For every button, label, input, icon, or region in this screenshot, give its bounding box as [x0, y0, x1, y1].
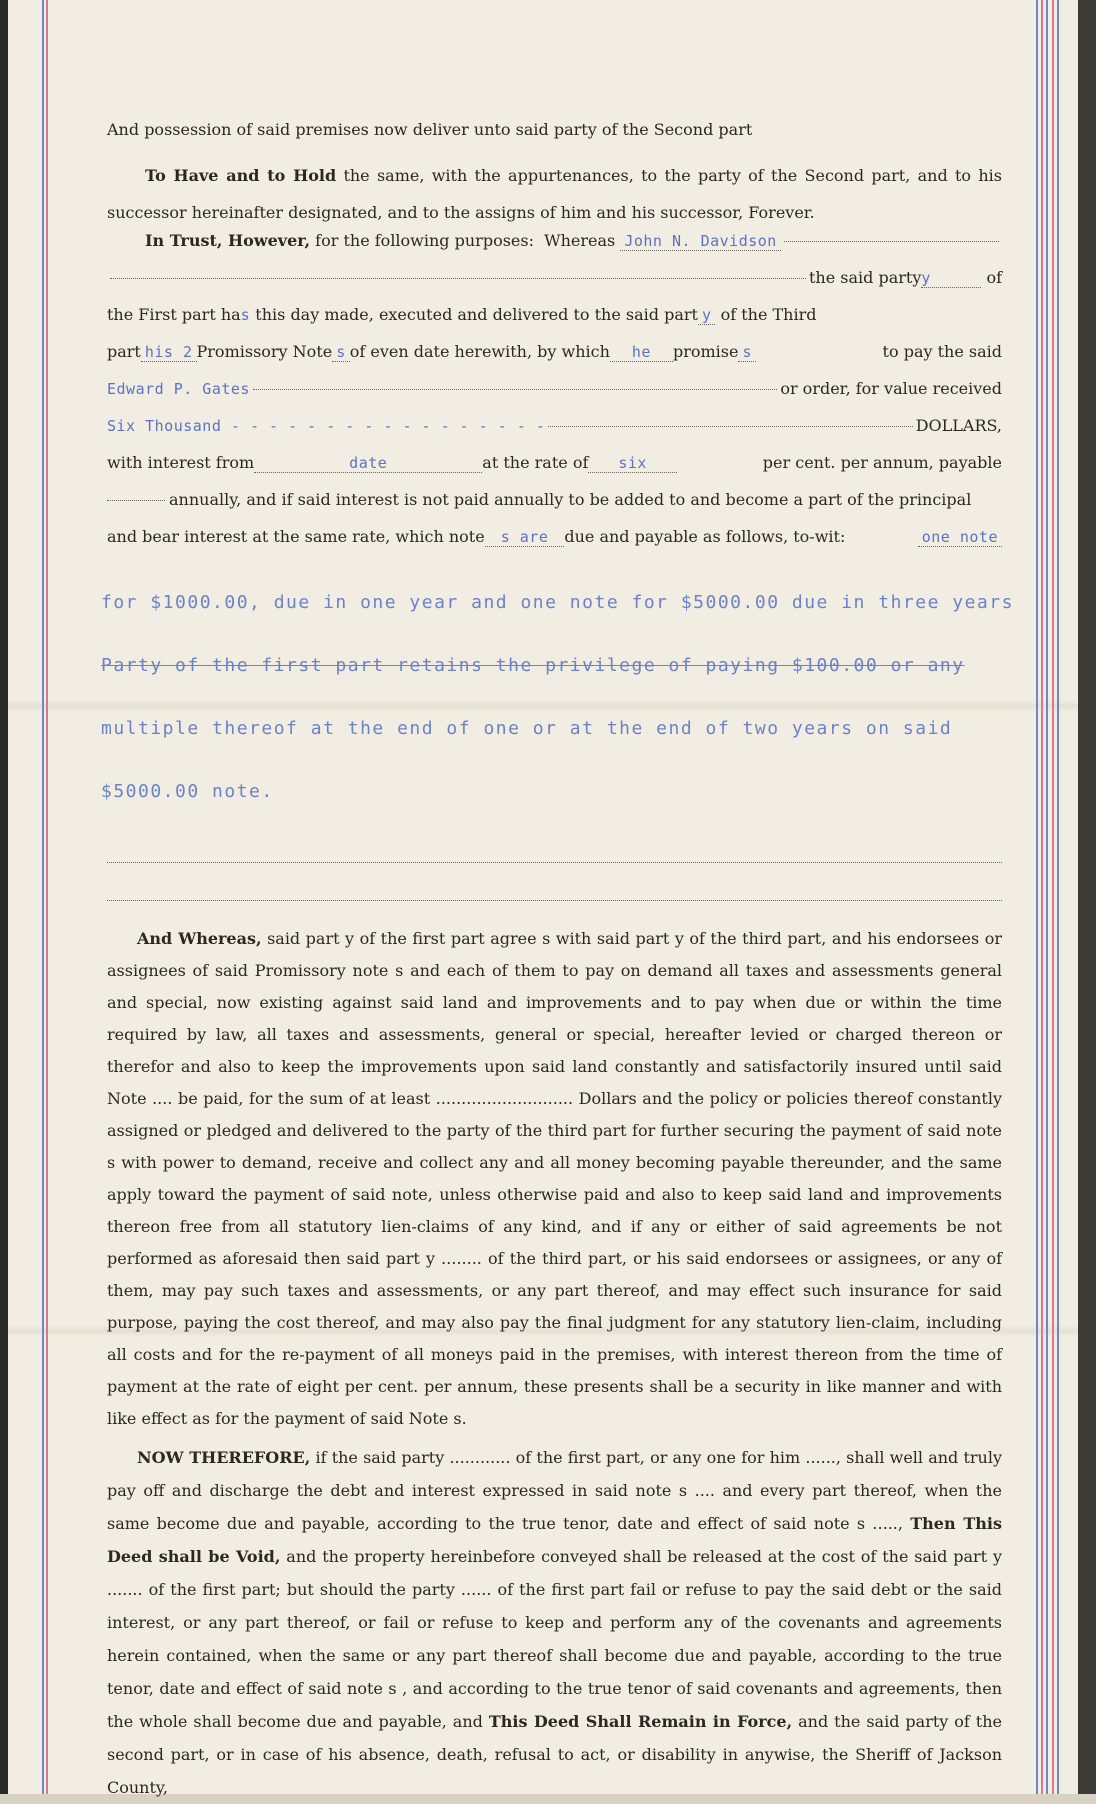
annually-text: annually, and if said interest is not paid annually to be added to and become a part of the principal: [169, 490, 972, 509]
pronoun-field: he: [610, 343, 673, 362]
blank-line: [107, 863, 1002, 901]
margin-rule: [1046, 0, 1048, 1794]
deed-void-clause: Then This Deed shall be Void,: [107, 1514, 1003, 1566]
or-order-text: or order, for value received: [780, 379, 1002, 398]
whereas-paragraph: [107, 923, 1002, 1435]
payee-name-field: Edward P. Gates: [107, 380, 250, 398]
interest-rate-field: six: [588, 454, 677, 473]
scan-edge-left: [0, 0, 8, 1794]
line-first-part: [107, 305, 1002, 342]
margin-rule: [1041, 0, 1043, 1794]
of-text: of: [981, 268, 1002, 287]
promise-text: promise: [672, 342, 739, 361]
line-possession: [107, 120, 1002, 157]
plural-mark: s: [240, 306, 251, 324]
whereas-heading: And Whereas,: [137, 929, 262, 948]
line-in-trust: [107, 231, 1002, 268]
even-date-text: of even date herewith, by which: [349, 342, 610, 361]
in-trust-heading: In Trust, However,: [145, 231, 311, 250]
scan-edge-right: [1078, 0, 1096, 1794]
part-text: part: [107, 342, 141, 361]
payment-terms-typed: [101, 550, 1014, 844]
promissory-text: Promissory Note: [196, 342, 333, 361]
now-therefore-text-final: and the said party of the second part, or in case of his absence, death, refusal to act, or disability in anywise, the Sheriff of Jackson County,: [107, 1712, 1003, 1797]
plural-field: s: [332, 343, 350, 362]
blank-line: [253, 389, 777, 390]
margin-rule: [42, 0, 44, 1794]
line-payee: [107, 379, 1002, 416]
line-annually: [107, 490, 1002, 527]
deed-of-trust-text: [101, 120, 1014, 1804]
executed-text: this day made, executed and delivered to the said part: [250, 305, 698, 324]
amount-field: Six Thousand - - - - - - - - - - - - - - - - -: [107, 417, 546, 435]
plural-field: s: [738, 343, 756, 362]
interest-date-field: date: [254, 454, 482, 473]
whereas-text: said part y of the first part agree s with said part y of the third part, and his endorsees or assignees of said Promissory note s and each of them to pay on demand all taxes and assessments general and special, now existing against said land and improvements and to pay when due or within the time required by law, all taxes and assessments, general or special, hereafter levied or charged thereon or therefor and also to keep the improvements upon said land constantly and satisfactorily insured until said Note .... be paid, for the sum of at least ........................... Dollars and the policy or policies thereof constantly assigned or pledged and delivered to the party of the third part for further securing the payment of said note s with power to demand, receive and collect any and all money becoming payable thereunder, and the same apply toward the payment of said note, unless otherwise paid and also to keep said land and improvements thereon free from all statutory lien-claims of any kind, and if any or either of said agreements be not performed as aforesaid then said part y ........ of the third part, or his said endorsees or assignees, or any of them, may pay such taxes and assessments, or any part thereof, and may effect such insurance for said purpose, paying the cost thereof, and may also pay the final judgment for any statutory lien-claim, including all costs and for the re-payment of all moneys paid in the premises, with interest thereon from the time of payment at the rate of eight per cent. per annum, these presents shall be a security in like manner and with like effect as for the payment of said Note s.: [107, 929, 1003, 1428]
interest-from-text: with interest from: [107, 453, 255, 472]
per-cent-text: per cent. per annum, payable: [762, 453, 1002, 472]
blank-line: [548, 426, 912, 427]
blank-line: [784, 241, 999, 242]
rate-of-text: at the rate of: [482, 453, 589, 472]
typed-line: multiple thereof at the end of one or at the end of two years on said: [101, 718, 953, 739]
third-text: of the Third: [715, 305, 817, 324]
margin-rule: [46, 0, 48, 1794]
blank-line: [110, 278, 806, 279]
habendum-text: the same, with the appurtenances, to the party of the Second part, and to his successor hereinafter designated, and to the assigns of him and his successor, Forever.: [107, 166, 1002, 222]
line-said-party: the said party y of: [107, 268, 1002, 305]
typed-line: $5000.00 note.: [101, 781, 274, 802]
line-notes-due: [107, 527, 1002, 564]
now-therefore-text: if the said party ............ of the first part, or any one for him ......, shall well and truly pay off and discharge the debt and interest expressed in said note s .... and every part thereof, when the same become due and payable, according to the true tenor, date and effect of said note s .....,: [107, 1448, 1003, 1533]
in-trust-text: for the following purposes: Whereas: [310, 231, 621, 250]
habendum-heading: To Have and to Hold: [145, 166, 337, 185]
margin-rule: [1036, 0, 1038, 1794]
line-promissory: [107, 342, 1002, 379]
margin-rule: [1052, 0, 1054, 1794]
line-interest: [107, 453, 1002, 490]
deed-remain-clause: This Deed Shall Remain in Force,: [488, 1712, 793, 1731]
now-therefore-heading: NOW THEREFORE,: [137, 1448, 311, 1467]
notes-are-field: s are: [485, 528, 565, 547]
typed-line-struck: Party of the first part retains the privilege of paying $100.00 or any: [101, 655, 965, 676]
party-suffix-field: y: [698, 306, 716, 325]
typed-line: for $1000.00, due in one year and one note for $5000.00 due in three years: [101, 592, 1014, 613]
dollars-text: DOLLARS,: [915, 416, 1002, 435]
margin-rule: [1057, 0, 1059, 1794]
habendum-paragraph: [107, 157, 1002, 231]
terms-field: one note: [918, 528, 1002, 547]
now-therefore-paragraph: [107, 1441, 1002, 1804]
line-amount: [107, 416, 1002, 453]
grantor-name-field: John N. Davidson: [620, 232, 781, 251]
pay-said-text: to pay the said: [882, 342, 1002, 361]
first-part-text: the First part ha: [107, 305, 241, 324]
possession-text: And possession of said premises now deliver unto said party of the Second part: [107, 120, 753, 139]
now-therefore-text-continued: and the property hereinbefore conveyed shall be released at the cost of the said part y ....... of the first part; but should the party ...... of the first part fail or refuse to pay the said debt or the said interest, or any part thereof, or fail or refuse to keep and perform any of the covenants and agreements herein contained, when the same or any part thereof shall become due and payable, according to the true tenor, date and effect of said note s , and according to the true tenor of said covenants and agreements, then the whole shall become due and payable, and: [107, 1547, 1002, 1731]
said-party-text: the said party: [808, 268, 922, 287]
bear-interest-text: and bear interest at the same rate, which note: [107, 527, 485, 546]
blank-line: [107, 500, 165, 501]
count-field: his 2: [141, 343, 197, 362]
due-payable-text: due and payable as follows, to-wit:: [564, 527, 846, 546]
blank-line: [107, 844, 1002, 863]
